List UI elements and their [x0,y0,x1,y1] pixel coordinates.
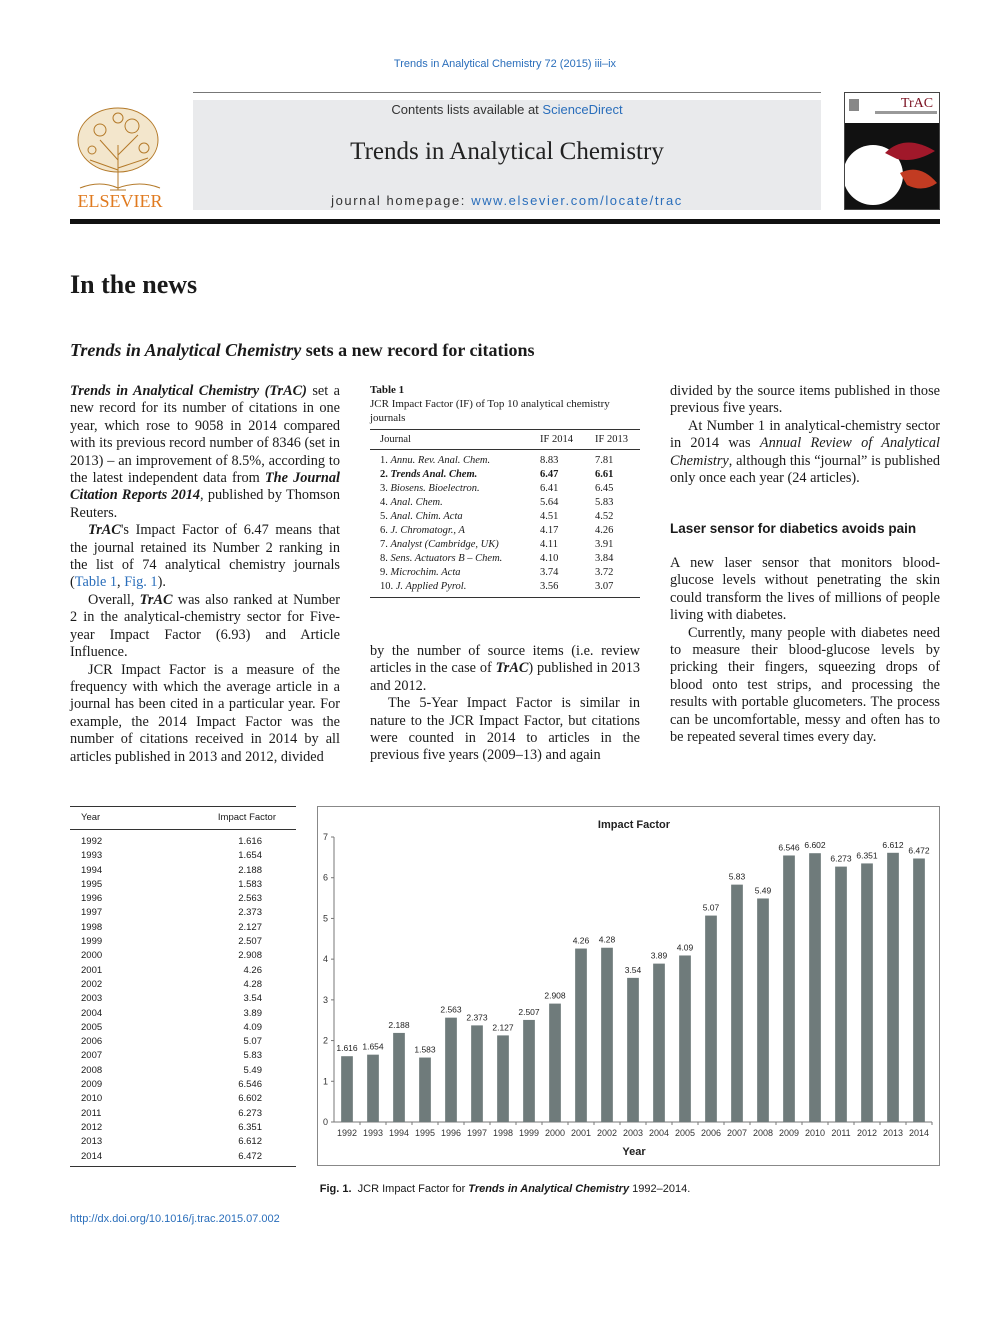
impact-factor-cell: 5.49 [243,1064,262,1076]
bar [367,1055,379,1122]
homepage-line: journal homepage: www.elsevier.com/locate/trac [331,193,683,208]
impact-factor-cell: 6.612 [238,1136,262,1148]
bar [705,916,717,1122]
header-thick-rule [70,219,940,224]
impact-factor-cell: 2.507 [238,936,262,948]
x-tick-label: 1995 [414,1128,436,1138]
year-cell: 2004 [81,1007,103,1019]
table-row [70,864,296,878]
data-label: 6.612 [882,839,904,850]
impact-factor-cell: 2.373 [238,907,262,919]
section-title: In the news [70,270,198,299]
x-tick-label: 2014 [908,1128,930,1138]
impact-factor-cell: 6.472 [238,1150,262,1162]
x-tick-label: 2010 [804,1128,826,1138]
impact-factor-cell: 5.07 [243,1036,262,1048]
table-row [70,935,296,949]
data-label: 2.908 [544,990,566,1001]
year-cell: 2009 [81,1079,103,1091]
cover-artwork [845,93,940,210]
bar [731,885,743,1122]
year-cell: 2012 [81,1121,103,1133]
table-row [70,1049,296,1063]
table-row [70,1121,296,1135]
x-tick-label: 2007 [726,1128,748,1138]
table-row: 7. Analyst (Cambridge, UK) 4.11 3.91 [380,539,614,550]
x-tick-label: 2000 [544,1128,566,1138]
data-label: 6.273 [830,853,852,864]
table-row: 3. Biosens. Bioelectron. 6.41 6.45 [380,483,614,494]
impact-factor-cell: 4.09 [243,1021,262,1033]
table-row: 5. Anal. Chim. Acta 4.51 4.52 [380,511,614,522]
year-cell: 2002 [81,978,103,990]
x-tick-label: 2013 [882,1128,904,1138]
x-tick-label: 2005 [674,1128,696,1138]
data-label: 5.83 [728,871,746,882]
bar [445,1018,457,1122]
data-label: 1.583 [414,1044,436,1055]
body-column-3 [670,383,940,487]
chart-title: Impact Factor [597,819,671,831]
table-row [70,849,296,863]
y-tick-label: 4 [322,954,328,965]
table-row [70,964,296,978]
bar [861,863,873,1122]
x-axis-title: Year [622,1146,646,1158]
data-label: 6.602 [804,840,826,851]
bar [471,1025,483,1122]
year-cell: 2010 [81,1093,103,1105]
table-row [70,1150,296,1167]
y-tick-label: 5 [322,913,328,924]
year-cell: 1993 [81,850,103,862]
table-row [70,1078,296,1092]
y-tick-label: 0 [322,1117,328,1127]
sciencedirect-link[interactable]: ScienceDirect [542,102,623,117]
x-tick-label: 2006 [700,1128,722,1138]
impact-factor-cell: 6.273 [238,1107,262,1119]
bar [887,853,899,1122]
y-tick-label: 2 [322,1035,328,1046]
x-tick-label: 1997 [466,1128,488,1138]
subsection-heading: Laser sensor for diabetics avoids pain [670,521,917,536]
table-row [70,1135,296,1149]
table-row [70,830,296,850]
data-label: 4.26 [572,935,590,946]
bar [549,1004,561,1122]
col-header-journal: Journal [370,430,530,450]
impact-factor-cell: 1.616 [238,836,262,847]
data-label: 3.54 [624,964,642,975]
table-row-highlight: 2. Trends Anal. Chem. 6.47 6.61 [380,469,614,480]
x-tick-label: 2011 [831,1128,851,1138]
bar [913,858,925,1122]
year-cell: 1996 [81,893,103,905]
impact-factor-cell: 6.546 [238,1079,262,1091]
x-tick-label: 2009 [778,1128,800,1138]
year-cell: 1992 [81,836,103,847]
year-cell: 2008 [81,1064,103,1076]
table-row [70,1107,296,1121]
paragraph: Trends in Analytical Chemistry (TrAC) set a new record for its number of citations in one year, which rose to 9058 in 2014 compared with its previous record number of 8346 (set in 2013) – an improvement of 8.5%, according to the latest independent data from The Journal Citation Reports 2014, published by Thomson Reuters. [70,383,340,521]
table-row: 10. J. Applied Pyrol. 3.56 3.07 [380,581,614,592]
y-tick-label: 7 [322,832,328,842]
paragraph: TrAC's Impact Factor of 6.47 means that the journal retained its Number 2 ranking in the list of 74 analytical chemistry journals (Table 1, Fig. 1). [70,522,340,591]
doi-link[interactable]: http://dx.doi.org/10.1016/j.trac.2015.07.002 [70,1213,280,1225]
impact-factor-table [370,429,640,598]
year-cell: 2013 [81,1136,103,1148]
year-impact-table [70,806,296,1167]
data-label: 4.09 [676,942,694,953]
table-row [70,921,296,935]
x-tick-label: 1992 [336,1128,358,1138]
table-row: 4. Anal. Chem. 5.64 5.83 [380,497,614,508]
table-caption: JCR Impact Factor (IF) of Top 10 analytical chemistry journals [370,398,610,424]
x-tick-label: 2003 [622,1128,644,1138]
bar [835,867,847,1122]
data-label: 5.49 [754,885,772,896]
impact-factor-cell: 2.908 [238,950,262,962]
x-tick-label: 1998 [492,1128,514,1138]
table-1 [370,383,640,598]
impact-factor-cell: 3.89 [243,1007,262,1019]
table-row [70,892,296,906]
x-tick-label: 2012 [856,1128,878,1138]
year-cell: 1997 [81,907,103,919]
year-cell: 1994 [81,864,103,876]
elsevier-logo [70,100,170,210]
bar [601,948,613,1122]
bar [809,853,821,1122]
year-cell: 2014 [81,1150,103,1162]
chart-canvas [318,807,939,1165]
impact-factor-cell: 3.54 [243,993,262,1005]
col-header-year: Year [70,807,136,830]
table-row [70,1092,296,1106]
col-header-if2013: IF 2013 [585,430,640,450]
year-cell: 2011 [81,1107,102,1119]
data-label: 2.507 [518,1006,540,1017]
bar [653,964,665,1122]
article-title: Trends in Analytical Chemistry sets a new record for citations [70,340,535,360]
paragraph: Currently, many people with diabetes need to measure their blood-glucose levels by pricking their fingers, squeezing drops of blood onto test strips, and processing the results with portable glucometers. The process can be uncomfortable, messy and often has to be repeated several times every day. [670,624,940,746]
data-label: 2.127 [492,1022,514,1033]
impact-factor-cell: 2.127 [238,921,262,933]
paragraph: The 5-Year Impact Factor is similar in nature to the JCR Impact Factor, but citations were counted in 2014 to articles in the previous five years (2009–13) and again [370,695,640,764]
table-row: 1. Annu. Rev. Anal. Chem. 8.83 7.81 [380,455,614,466]
journal-citation[interactable]: Trends in Analytical Chemistry 72 (2015) iii–ix [393,58,617,70]
table-row: 8. Sens. Actuators B – Chem. 4.10 3.84 [380,553,614,564]
year-cell: 1995 [81,878,103,890]
col-header-impact-factor: Impact Factor [136,807,296,830]
bar [627,978,639,1122]
body-column-1 [70,383,340,766]
x-tick-label: 1999 [518,1128,540,1138]
paragraph: JCR Impact Factor is a measure of the frequency with which the average article in a journal has been cited in a particular year. For example, the 2014 Impact Factor was the number of citations received in 2014 by all articles published in 2013 and 2012, divided [70,661,340,765]
impact-factor-cell: 2.188 [238,864,262,876]
table-row [70,1007,296,1021]
journal-cover[interactable] [844,92,940,210]
year-cell: 2000 [81,950,103,962]
table-row: 6. J. Chromatogr., A 4.17 4.26 [380,525,614,536]
year-cell: 2005 [81,1021,103,1033]
data-label: 5.07 [702,902,720,913]
x-tick-label: 2008 [752,1128,774,1138]
impact-factor-chart [317,806,940,1166]
bar [523,1020,535,1122]
bar [341,1056,353,1122]
paragraph: At Number 1 in analytical-chemistry sector in 2014 was Annual Review of Analytical Chemistry, although this “journal” is published only once each year (24 articles). [670,417,940,487]
y-tick-label: 3 [322,994,328,1005]
paragraph: by the number of source items (i.e. review articles in the case of TrAC) published in 2013 and 2012. [370,643,641,694]
paragraph: divided by the source items published in those previous five years. [670,383,940,417]
paragraph: A new laser sensor that monitors blood-glucose levels without penetrating the skin could transform the lives of millions of people living with diabetes. [670,555,940,624]
table-row [70,949,296,963]
impact-factor-cell: 4.26 [243,964,262,976]
year-cell: 2006 [81,1036,103,1048]
x-tick-label: 2001 [570,1128,592,1138]
year-cell: 1998 [81,921,103,933]
x-tick-label: 2002 [596,1128,618,1138]
data-label: 2.188 [388,1019,410,1030]
figure-1-link[interactable]: Fig. 1 [124,574,158,591]
impact-factor-cell: 1.583 [238,878,262,890]
bar [393,1033,405,1122]
year-cell: 2001 [81,964,103,976]
bar [783,855,795,1122]
table-row [70,992,296,1006]
header-divider [193,92,821,93]
journal-title: Trends in Analytical Chemistry [350,138,664,165]
y-tick-label: 1 [322,1076,328,1087]
body-column-3-lower [670,555,940,746]
x-tick-label: 1993 [362,1128,384,1138]
data-label: 3.89 [650,950,668,961]
paragraph: Overall, TrAC was also ranked at Number 2 in the analytical-chemistry sector for Five-year Impact Factor (6.93) and Article Influence. [70,591,340,661]
table-row [70,878,296,892]
figure-caption: Fig. 1. JCR Impact Factor for Trends in Analytical Chemistry 1992–2014. [319,1183,691,1195]
table-1-link[interactable]: Table 1 [74,574,118,591]
x-tick-label: 1996 [440,1128,462,1138]
y-tick-label: 6 [322,872,328,883]
bar [497,1035,509,1122]
impact-factor-cell: 4.28 [243,978,262,990]
bar [757,898,769,1122]
data-label: 6.546 [778,842,800,853]
data-label: 2.373 [466,1012,488,1023]
table-row [70,978,296,992]
impact-factor-cell: 2.563 [238,893,262,905]
table-row [70,1021,296,1035]
x-tick-label: 2004 [648,1128,670,1138]
data-label: 6.351 [856,850,878,861]
bar [575,949,587,1122]
table-row [70,906,296,920]
homepage-link[interactable]: www.elsevier.com/locate/trac [471,193,683,208]
data-label: 1.654 [362,1041,384,1052]
year-cell: 2007 [81,1050,103,1062]
data-label: 1.616 [336,1043,358,1054]
table-row [70,1064,296,1078]
table-label: Table 1 [370,384,405,396]
year-cell: 1999 [81,936,103,948]
data-label: 6.472 [908,845,930,856]
x-tick-label: 1994 [388,1128,410,1138]
svg-text:TrAC: TrAC [900,96,934,111]
impact-factor-cell: 5.83 [243,1050,262,1062]
data-label: 2.563 [440,1004,462,1015]
data-label: 4.28 [598,934,616,945]
year-cell: 2003 [81,993,103,1005]
table-row [70,1035,296,1049]
col-header-if2014: IF 2014 [530,430,585,450]
table-row: 9. Microchim. Acta 3.74 3.72 [380,567,614,578]
impact-factor-cell: 6.602 [238,1093,262,1105]
impact-factor-cell: 6.351 [238,1121,262,1133]
impact-factor-cell: 1.654 [238,850,262,862]
bar [419,1058,431,1122]
body-column-2 [370,643,640,765]
contents-line: Contents lists available at ScienceDirect [391,102,623,117]
svg-text:ELSEVIER: ELSEVIER [77,191,163,210]
bar [679,955,691,1122]
elsevier-tree-icon [70,100,170,210]
